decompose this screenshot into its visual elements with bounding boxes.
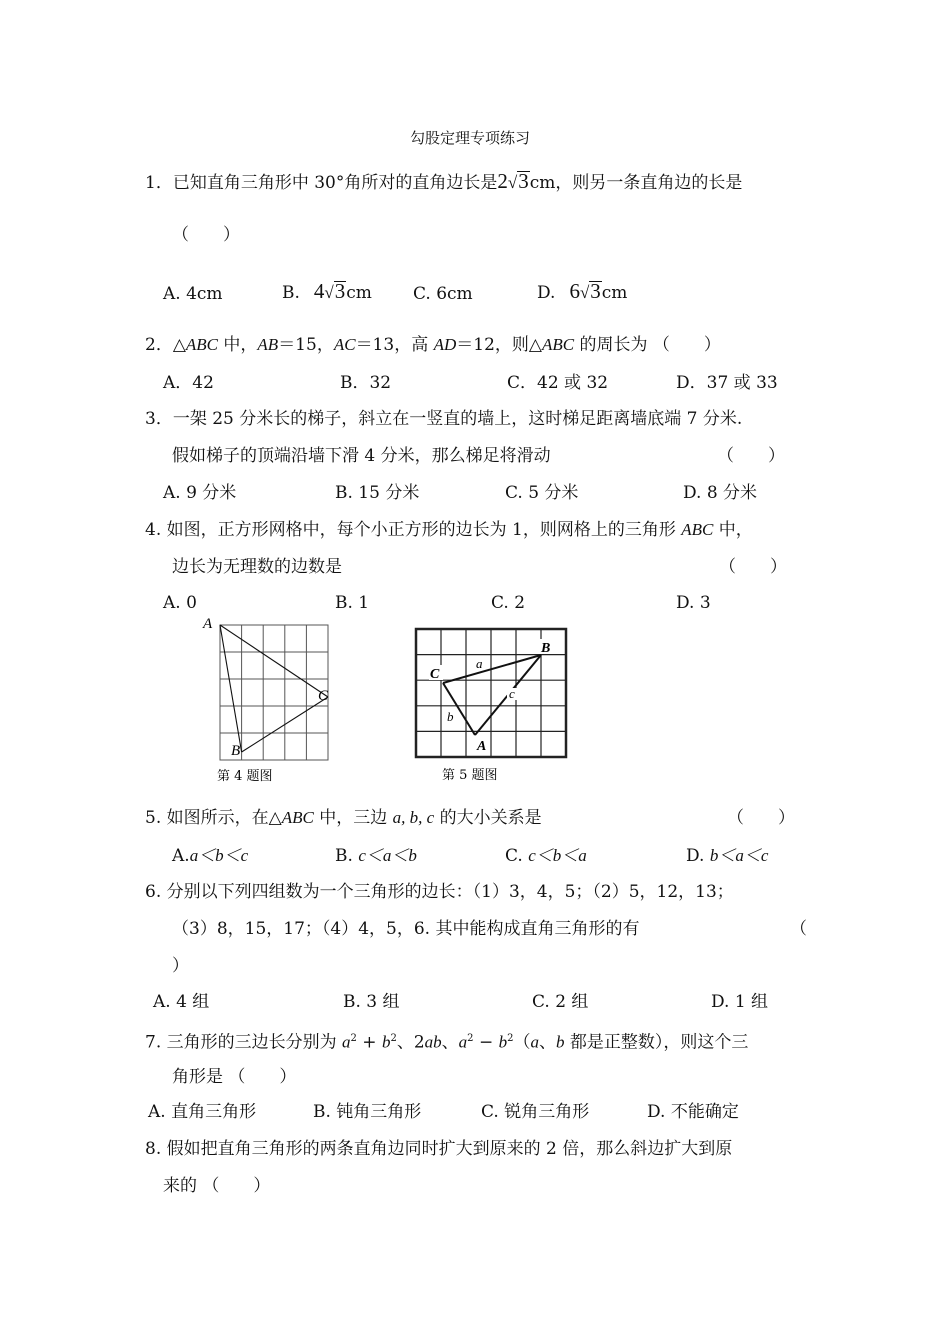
question-5: 5. 如图所示，在△ABC 中，三边 a, b, c 的大小关系是 — [145, 808, 542, 828]
q1-option-c: C. 6cm — [413, 284, 473, 304]
q6-option-c: C. 2 组 — [532, 992, 589, 1012]
q3-option-c: C. 5 分米 — [505, 483, 579, 503]
q7-option-c: C. 锐角三角形 — [481, 1102, 590, 1122]
vertex-b-label: B — [231, 743, 241, 759]
question-6-line-1: 6. 分别以下列四组数为一个三角形的边长：（1）3，4，5；（2）5，12，13； — [145, 882, 734, 902]
question-8-line-2: 来的 （ ） — [163, 1176, 271, 1196]
q2-option-d: D．37 或 33 — [676, 373, 778, 393]
question-7-line-2: 角形是 （ ） — [172, 1067, 297, 1087]
q3-option-b: B. 15 分米 — [335, 483, 420, 503]
q5-option-d: D. b＜a＜c — [686, 846, 769, 866]
q7-option-d: D. 不能确定 — [647, 1102, 739, 1122]
vertex-a-label: A — [203, 616, 213, 632]
question-4-line-2: 边长为无理数的边数是 — [172, 557, 342, 577]
question-6-paren-open: （ — [790, 919, 807, 939]
q4-option-d: D. 3 — [676, 593, 711, 613]
side-c-label: c — [509, 686, 515, 701]
figure-5-grid — [412, 625, 572, 790]
q3-option-d: D. 8 分米 — [683, 483, 758, 503]
q2-option-b: B．32 — [340, 373, 392, 393]
q2-option-c: C．42 或 32 — [507, 373, 609, 393]
question-3-line-1: 3．一架 25 分米长的梯子，斜立在一竖直的墙上，这时梯足距离墙底端 7 分米. — [145, 409, 743, 429]
question-8-line-1: 8. 假如把直角三角形的两条直角边同时扩大到原来的 2 倍，那么斜边扩大到原 — [145, 1139, 733, 1159]
question-3-paren: （ ） — [717, 446, 785, 466]
triangle-abc — [443, 655, 541, 735]
question-4-line-1: 4. 如图，正方形网格中，每个小正方形的边长为 1，则网格上的三角形 ABC 中， — [145, 520, 753, 540]
question-6-paren-close: ） — [172, 956, 189, 976]
question-6-line-2: （3）8，15，17；（4）4，5，6. 其中能构成直角三角形的有 — [172, 919, 640, 939]
page-title: 勾股定理专项练习 — [410, 129, 531, 147]
question-1-paren: （ ） — [172, 225, 240, 245]
question-2: 2．△ABC 中，AB＝15，AC＝13，高 AD＝12，则△ABC 的周长为 （ ） — [145, 335, 721, 355]
q4-option-a: A. 0 — [163, 593, 197, 613]
grid-lines — [220, 625, 328, 760]
vertex-c-label: C — [318, 688, 329, 704]
q1-option-a: A. 4cm — [163, 284, 223, 304]
q6-option-b: B. 3 组 — [343, 992, 400, 1012]
question-1: 1．已知直角三角形中 30°角所对的直角边长是2√3cm，则另一条直角边的长是 — [145, 169, 743, 193]
side-a-label: a — [476, 656, 483, 671]
q6-option-d: D. 1 组 — [711, 992, 769, 1012]
question-7-line-1: 7. 三角形的三边长分别为 $a^2 + b^2$、2ab、$a^2 - b^2(a$、b 都是正整数），则这个三 — [145, 1032, 749, 1053]
figure-5-caption: 第 5 题图 — [442, 768, 498, 783]
q7-option-a: A. 直角三角形 — [148, 1102, 257, 1122]
q7-option-b: B. 钝角三角形 — [313, 1102, 422, 1122]
question-5-paren: （ ） — [727, 808, 795, 828]
q1-option-b: B. 4√3cm — [282, 279, 372, 303]
q3-option-a: A. 9 分米 — [163, 483, 237, 503]
q5-option-a: A.a＜b＜c — [172, 846, 249, 866]
q1-option-d: D. 6√3cm — [537, 279, 628, 303]
vertex-a-label: A — [477, 739, 487, 754]
figure-4-caption: 第 4 题图 — [217, 769, 273, 784]
q6-option-a: A. 4 组 — [153, 992, 210, 1012]
question-3-line-2: 假如梯子的顶端沿墙下滑 4 分米，那么梯足将滑动 — [172, 446, 551, 466]
q4-option-c: C. 2 — [491, 593, 526, 613]
side-b-label: b — [447, 709, 454, 724]
q2-option-a: A．42 — [163, 373, 214, 393]
vertex-c-label: C — [430, 667, 440, 682]
vertex-b-label: B — [541, 641, 551, 656]
figure-4-grid — [195, 612, 345, 792]
question-4-paren: （ ） — [719, 557, 787, 577]
q5-option-b: B. c＜a＜b — [335, 846, 417, 866]
q5-option-c: C. c＜b＜a — [505, 846, 587, 866]
q4-option-b: B. 1 — [335, 593, 370, 613]
